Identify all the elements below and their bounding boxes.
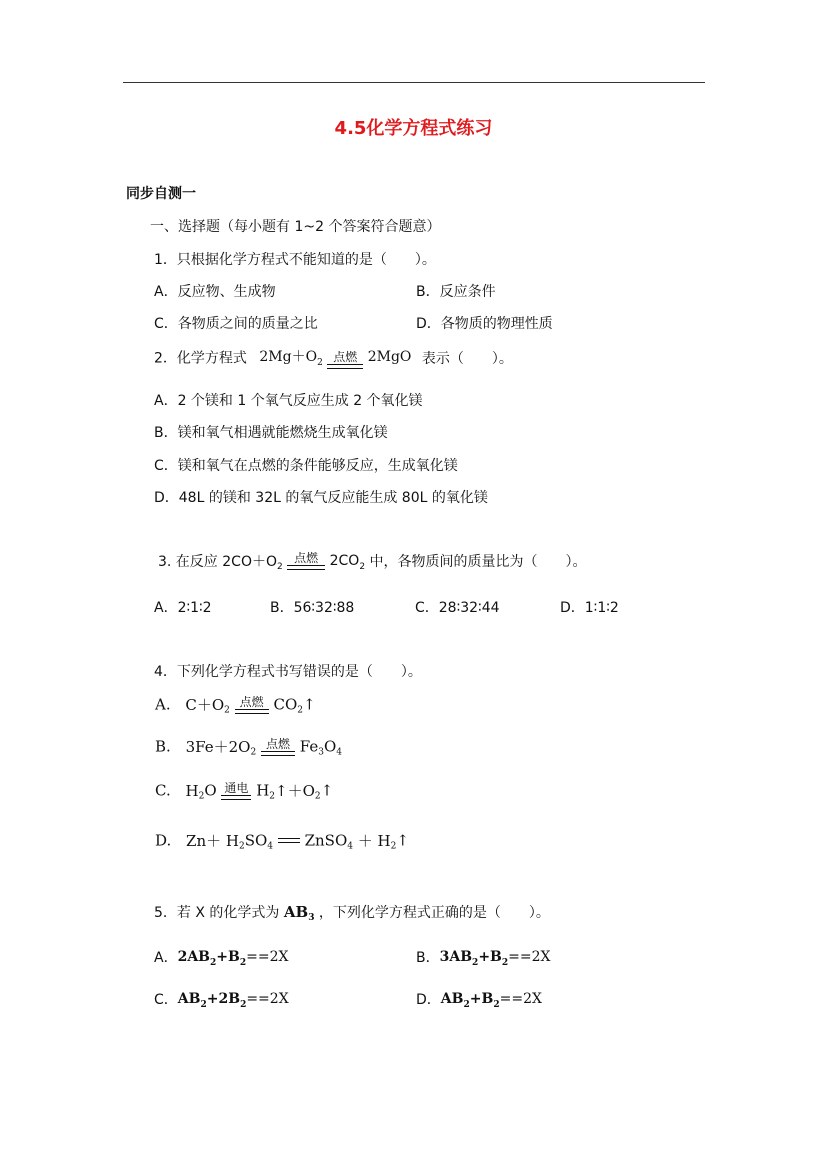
condition-ignite: 点燃 — [287, 552, 325, 570]
part-heading: 一、选择题（每小题有 1~2 个答案符合题意） — [150, 219, 441, 235]
condition-ignite: 点燃 — [235, 696, 269, 714]
question-2-suffix: 表示（ ）。 — [421, 350, 513, 367]
question-3-option-d: D．1∶1∶2 — [560, 600, 619, 616]
question-4-stem: 4．下列化学方程式书写错误的是（ ）。 — [154, 664, 422, 680]
equals-sign — [278, 838, 300, 843]
question-5-stem: 5．若 X 的化学式为 $AB_3$ ，下列化学方程式正确的是（ ）。 — [154, 903, 550, 923]
question-5-option-d: D．$AB_2+B_2==2X$ — [416, 991, 542, 1010]
question-3-option-b: B．56∶32∶88 — [270, 600, 355, 616]
question-1-option-b: B．反应条件 — [416, 284, 496, 300]
question-3-option-a: A．2∶1∶2 — [154, 600, 212, 616]
condition-ignite: 点燃 — [327, 351, 363, 369]
formula-ab3: AB — [283, 903, 309, 921]
question-2-prefix: 2．化学方程式 — [154, 350, 247, 367]
question-2-option-b: B．镁和氧气相遇就能燃烧生成氧化镁 — [154, 425, 388, 441]
question-4-option-a: A. $C+O_2$ 点燃 $CO_2↑$ — [155, 694, 316, 716]
question-1-option-c: C．各物质之间的质量之比 — [154, 316, 318, 332]
condition-ignite: 点燃 — [261, 738, 295, 756]
question-1-option-a: A．反应物、生成物 — [154, 284, 276, 300]
question-1-option-d: D．各物质的物理性质 — [416, 316, 553, 332]
question-5-option-c: C．$AB_2+2B_2==2X$ — [154, 991, 289, 1010]
question-5-option-b: B．$3AB_2+B_2==2X$ — [416, 949, 551, 968]
question-4-option-c: C. $H_2O$ 通电 $H_2↑+O_2↑$ — [155, 780, 334, 802]
page-title: 4.5化学方程式练习 — [334, 118, 493, 139]
question-2-option-d: D．48L 的镁和 32L 的氧气反应能生成 80L 的氧化镁 — [154, 490, 488, 506]
question-5-option-a: A．$2AB_2+B_2==2X$ — [154, 949, 289, 968]
question-4-option-d: D. $Zn+ H_2SO_4$ ZnSO$_4$ ＋ $H_2↑$ — [155, 831, 409, 852]
question-1-stem: 1．只根据化学方程式不能知道的是（ ）。 — [154, 252, 436, 268]
question-2-option-c: C．镁和氧气在点燃的条件能够反应，生成氧化镁 — [154, 458, 458, 474]
header-rule — [123, 82, 705, 83]
question-2-option-a: A．2 个镁和 1 个氧气反应生成 2 个氧化镁 — [154, 393, 423, 409]
section-heading: 同步自测一 — [126, 186, 196, 202]
condition-electrolysis: 通电 — [221, 782, 251, 800]
question-2-equation: $2Mg+O_2$ 点燃 2MgO — [259, 349, 412, 368]
question-4-option-b: B. $3Fe+2O_2$ 点燃 $Fe_3O_4$ — [155, 736, 342, 758]
question-3-stem: 3. 在反应 $2CO+O_2$ 点燃 $2CO_2$ 中，各物质间的质量比为（ ）。 — [158, 551, 587, 572]
question-2-stem — [154, 346, 513, 369]
question-3-option-c: C．28∶32∶44 — [415, 600, 500, 616]
